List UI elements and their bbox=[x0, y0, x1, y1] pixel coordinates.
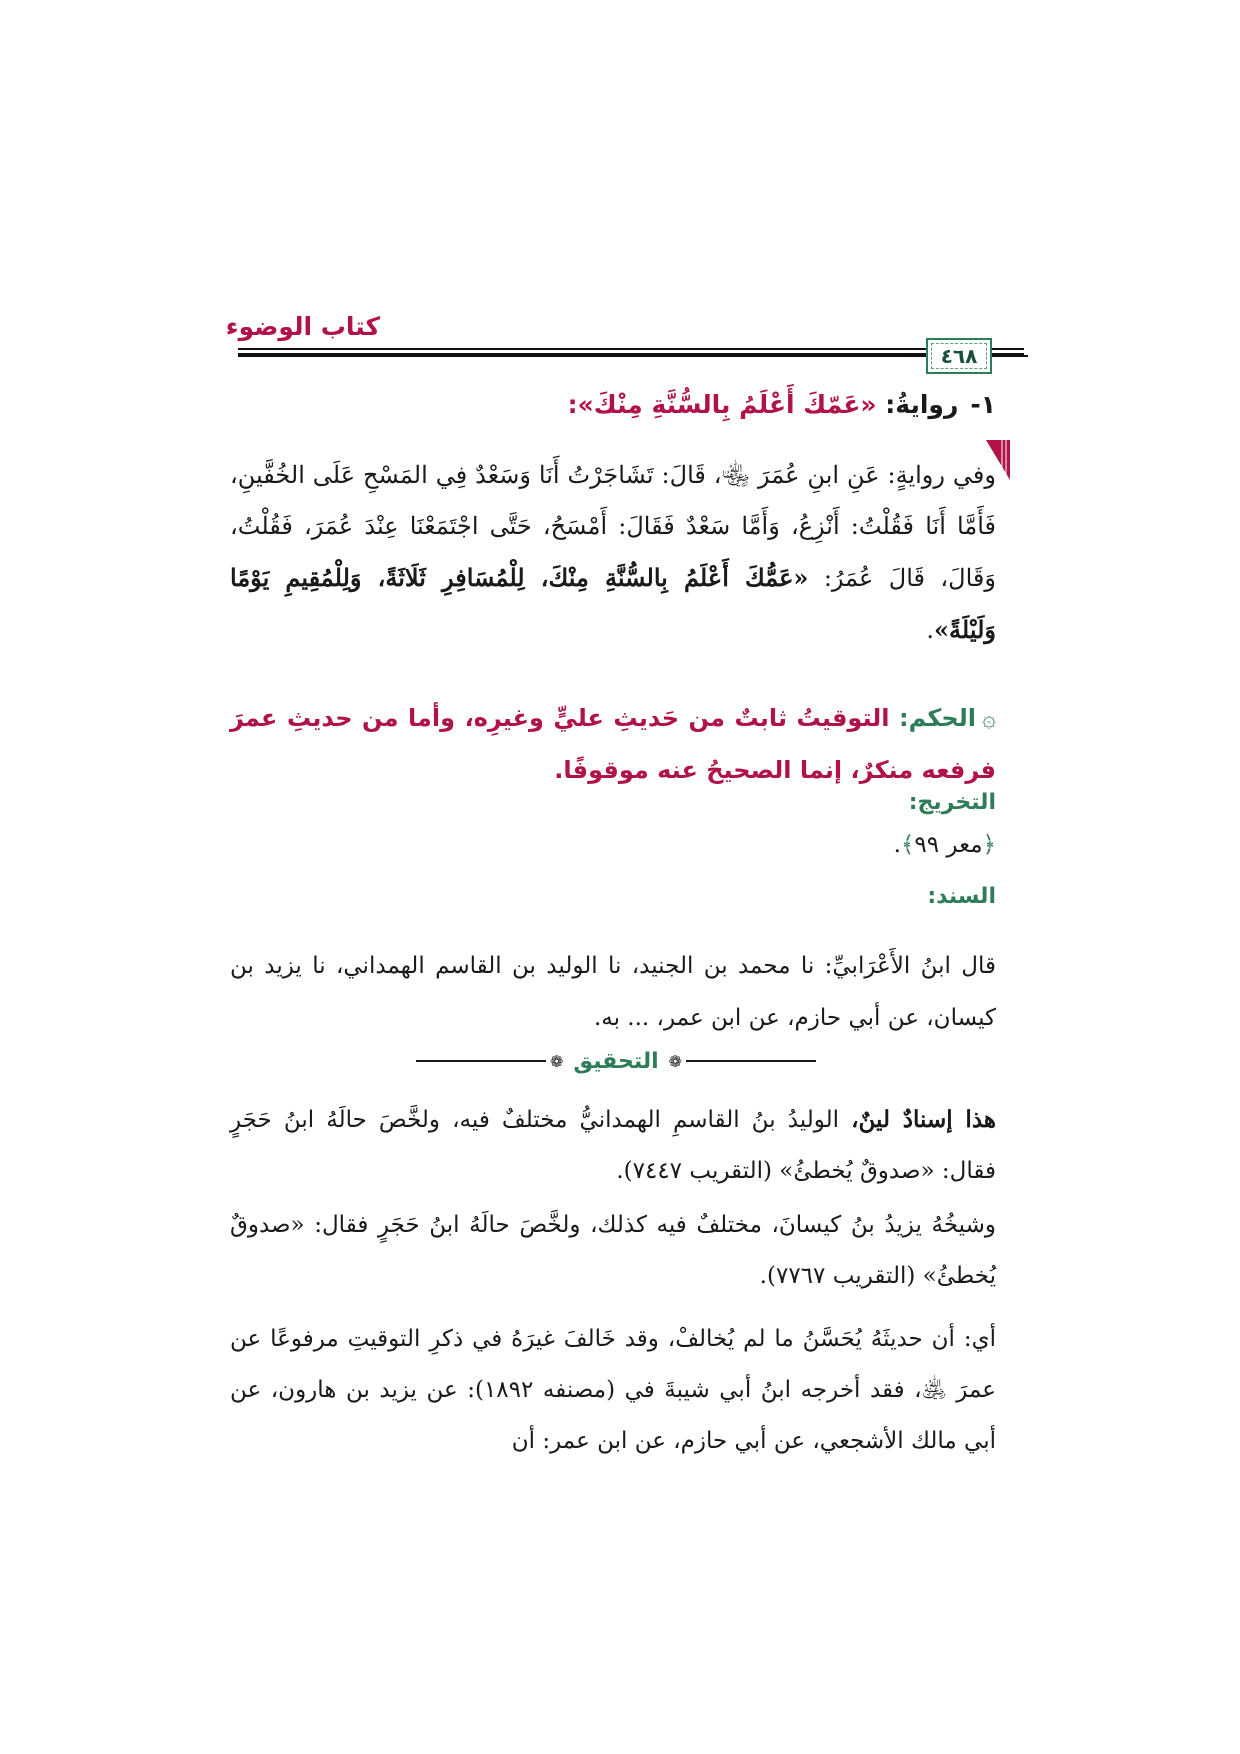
tahqiq-paragraph-3: أي: أن حديثَهُ يُحَسَّنُ ما لم يُخالفْ، وقد خَالفَ غيرَهُ في ذكرِ التوقيتِ مرفوعًا عن عمرَ ﵁، فقد أخرجه ابنُ أبي شيبةَ في (مصنفه ١٨٩٢): عن يزيد بن هارون، عن أبي مالك الأشجعي، عن أبي حازم، عن ابن عمر: أن bbox=[230, 1326, 996, 1454]
ruling bbox=[230, 692, 996, 796]
tahqiq-divider bbox=[416, 1046, 816, 1076]
section-heading bbox=[230, 390, 996, 419]
book-title: كتاب الوضوء bbox=[225, 312, 380, 341]
takhrij-label: التخريج: bbox=[908, 790, 996, 815]
hadith-text bbox=[230, 450, 996, 656]
hadith-bold-quote: «عَمُّكَ أَعْلَمُ بِالسُّنَّةِ مِنْكَ، لِلْمُسَافِرِ ثَلَاثَةً، وَلِلْمُقِيمِ يَوْمًا وَلَيْلَةً» bbox=[230, 563, 996, 644]
takhrij-source bbox=[230, 832, 996, 858]
bracket-open: ﴿ bbox=[982, 832, 996, 858]
source-code: معر ٩٩ bbox=[914, 832, 983, 858]
flower-icon: ۞ bbox=[981, 704, 996, 732]
header-rule-right bbox=[998, 355, 1028, 357]
tahqiq-label: التحقيق bbox=[573, 1048, 659, 1074]
heading-quote: «عَمّكَ أَعْلَمُ بِالسُّنَّةِ مِنْكَ»: bbox=[567, 390, 877, 419]
sanad-text: قال ابنُ الأَعْرَابيِّ: نا محمد بن الجنيد، نا الوليد بن القاسم الهمداني، نا يزيد بن كيسان، عن أبي حازم، عن ابن عمر، ... به. bbox=[230, 953, 996, 1031]
bracket-close: ﴾ bbox=[900, 832, 915, 858]
hadith-end-mark: . bbox=[926, 616, 935, 644]
ornament-right-icon: ❁ bbox=[668, 1051, 683, 1071]
page-number: ٤٦٨ bbox=[940, 344, 978, 368]
heading-title: روايةُ: bbox=[885, 390, 959, 419]
heading-number: ١- bbox=[970, 390, 996, 419]
tahqiq-paragraph-2: وشيخُهُ يزيدُ بنُ كيسانَ، مختلفٌ فيه كذلك، ولخَّصَ حالَهُ ابنُ حَجَرٍ فقال: «صدوقٌ يُخطئُ» (التقريب ٧٧٦٧). bbox=[230, 1212, 996, 1289]
hadith-narration: وفي روايةٍ: عَنِ ابنِ عُمَرَ ﵄، قَالَ: تَشَاجَرْتُ أَنَا وَسَعْدٌ فِي المَسْحِ عَلَى الخُفَّينِ، فَأَمَّا أَنَا فَقُلْتُ: أَنْزِعُ، وَأَمَّا سَعْدٌ فَقَالَ: أَمْسَحُ، حَتَّى اجْتَمَعْنَا عِنْدَ عُمَرَ، فَقُلْتُ، وَقَالَ، قَالَ عُمَرُ: bbox=[230, 461, 996, 592]
ruling-text: التوقيتُ ثابتٌ من حَديثِ عليٍّ وغيرِه، وأما من حديثِ عمرَ فرفعه منكرٌ، إنما الصحيحُ عنه موقوفًا. bbox=[230, 704, 996, 784]
header-rule-thick bbox=[238, 353, 1024, 357]
ruling-label: الحكم: bbox=[899, 704, 976, 732]
divider-line-left bbox=[416, 1060, 546, 1062]
paragraph-1-text: الوليدُ بنُ القاسمِ الهمدانيُّ مختلفٌ فيه، ولخَّصَ حالَهُ ابنُ حَجَرٍ فقال: «صدوقٌ يُخطئُ» (التقريب ٧٤٤٧). bbox=[230, 1107, 996, 1184]
header-rule-thin bbox=[238, 348, 1024, 350]
ornament-left-icon: ❁ bbox=[549, 1051, 564, 1071]
paragraph-1-bold: هذا إسنادٌ لينٌ، bbox=[851, 1106, 997, 1133]
source-end-mark: . bbox=[893, 832, 901, 858]
divider-line-right bbox=[686, 1060, 816, 1062]
page-number-box bbox=[926, 338, 992, 374]
tahqiq-paragraph-1 bbox=[230, 1094, 996, 1197]
sanad-label: السند: bbox=[927, 884, 996, 909]
